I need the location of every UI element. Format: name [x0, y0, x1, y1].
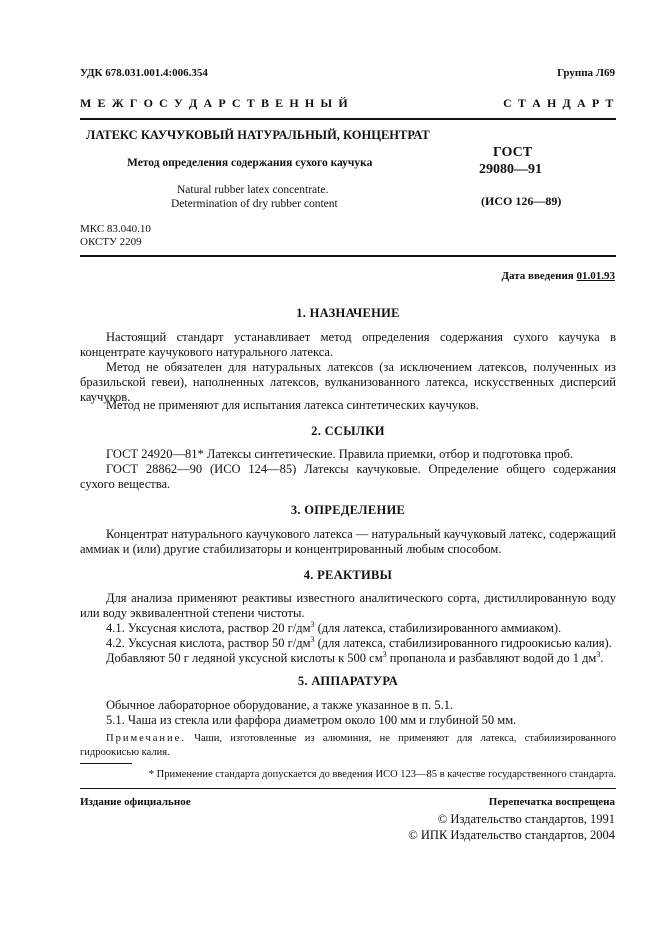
- official-edition: Издание официальное: [80, 796, 191, 808]
- english-title-line1: Natural rubber latex concentrate.: [177, 184, 329, 196]
- section1-paragraph3: Метод не применяют для испытания латекса синтетических каучуков.: [106, 398, 479, 412]
- header-rule: [80, 118, 616, 120]
- section-heading-purpose: 1. НАЗНАЧЕНИЕ: [296, 306, 400, 320]
- english-title-line2: Determination of dry rubber content: [171, 198, 338, 210]
- section5-note: Примечание. Чаши, изготовленные из алюминия, не применяют для латекса, стабилизированного гидроокисью калия.: [80, 733, 616, 758]
- section-heading-apparatus: 5. АППАРАТУРА: [297, 674, 399, 688]
- document-title: ЛАТЕКС КАУЧУКОВЫЙ НАТУРАЛЬНЫЙ, КОНЦЕНТРАТ: [86, 128, 430, 142]
- section4-paragraph1: Для анализа применяют реактивы известного аналитического сорта, дистиллированную воду или воду эквивалентной степени чистоты.: [80, 591, 616, 620]
- document-subtitle: Метод определения содержания сухого каучука: [127, 157, 373, 169]
- reprint-prohibited: Перепечатка воспрещена: [488, 796, 615, 808]
- footnote: * Применение стандарта допускается до введения ИСО 123—85 в качестве государственного стандарта.: [148, 769, 616, 780]
- udk-code: УДК 678.031.001.4:006.354: [80, 67, 208, 79]
- footer-rule: [80, 788, 616, 789]
- intro-date-value: 01.01.93: [576, 270, 615, 282]
- section-heading-reagents: 4. РЕАКТИВЫ: [303, 568, 393, 582]
- intro-date-label: Дата введения: [501, 270, 574, 282]
- group-code: Группа Л69: [557, 67, 615, 79]
- iso-reference: (ИСО 126—89): [481, 194, 562, 208]
- section4-item-4-2: 4.2. Уксусная кислота, раствор 50 $г/дм^3$ (для латекса, стабилизированного гидроокисью калия).: [106, 634, 612, 650]
- copyright-1991: © Издательство стандартов, 1991: [437, 812, 615, 826]
- section1-paragraph2: Метод не обязателен для натуральных латексов (за исключением латексов, полученных из бразильской гевеи), наполненных латексов, вулканизованного латекса, искусственных дисперсий каучуков.: [80, 360, 616, 404]
- section2-paragraph1: ГОСТ 24920—81* Латексы синтетические. Правила приемки, отбор и подготовка проб.: [106, 447, 574, 461]
- section3-paragraph1: Концентрат натурального каучукового латекса — натуральный каучуковый латекс, содержащий аммиак и (или) другие стабилизаторы и концентрированный любым способом.: [80, 527, 616, 556]
- section1-paragraph1: Настоящий стандарт устанавливает метод определения содержания сухого каучука в концентрате каучукового натурального латекса.: [80, 330, 616, 359]
- section-heading-references: 2. ССЫЛКИ: [311, 424, 385, 438]
- section2-paragraph2: ГОСТ 28862—90 (ИСО 124—85) Латексы каучуковые. Определение общего содержания сухого вещества.: [80, 462, 616, 491]
- title-rule: [80, 255, 616, 257]
- mks-code: МКС 83.040.10: [80, 223, 151, 235]
- section5-item-5-1: 5.1. Чаша из стекла или фарфора диаметром около 100 мм и глубиной 50 мм.: [106, 713, 517, 727]
- copyright-2004: © ИПК Издательство стандартов, 2004: [408, 828, 615, 842]
- standard-label: С Т А Н Д А Р Т: [503, 96, 615, 110]
- okstu-code: ОКСТУ 2209: [80, 236, 142, 248]
- intro-date: [501, 270, 615, 282]
- note-label: Примечание.: [106, 733, 186, 744]
- footnote-rule: [80, 763, 132, 764]
- gost-number: 29080—91: [479, 162, 542, 177]
- interstate-label: М Е Ж Г О С У Д А Р С Т В Е Н Н Ы Й: [80, 96, 350, 110]
- section4-item-4-1: 4.1. Уксусная кислота, раствор 20 $г/дм^3$ (для латекса, стабилизированного аммиаком).: [106, 619, 562, 635]
- section-heading-definition: 3. ОПРЕДЕЛЕНИЕ: [290, 503, 406, 517]
- section4-preparation: Добавляют 50 г ледяной уксусной кислоты к 500 $см^3$ пропанола и разбавляют водой до 1 $дм^3$.: [106, 649, 604, 665]
- gost-label: ГОСТ: [493, 145, 533, 160]
- section5-paragraph1: Обычное лабораторное оборудование, а также указанное в п. 5.1.: [106, 698, 454, 712]
